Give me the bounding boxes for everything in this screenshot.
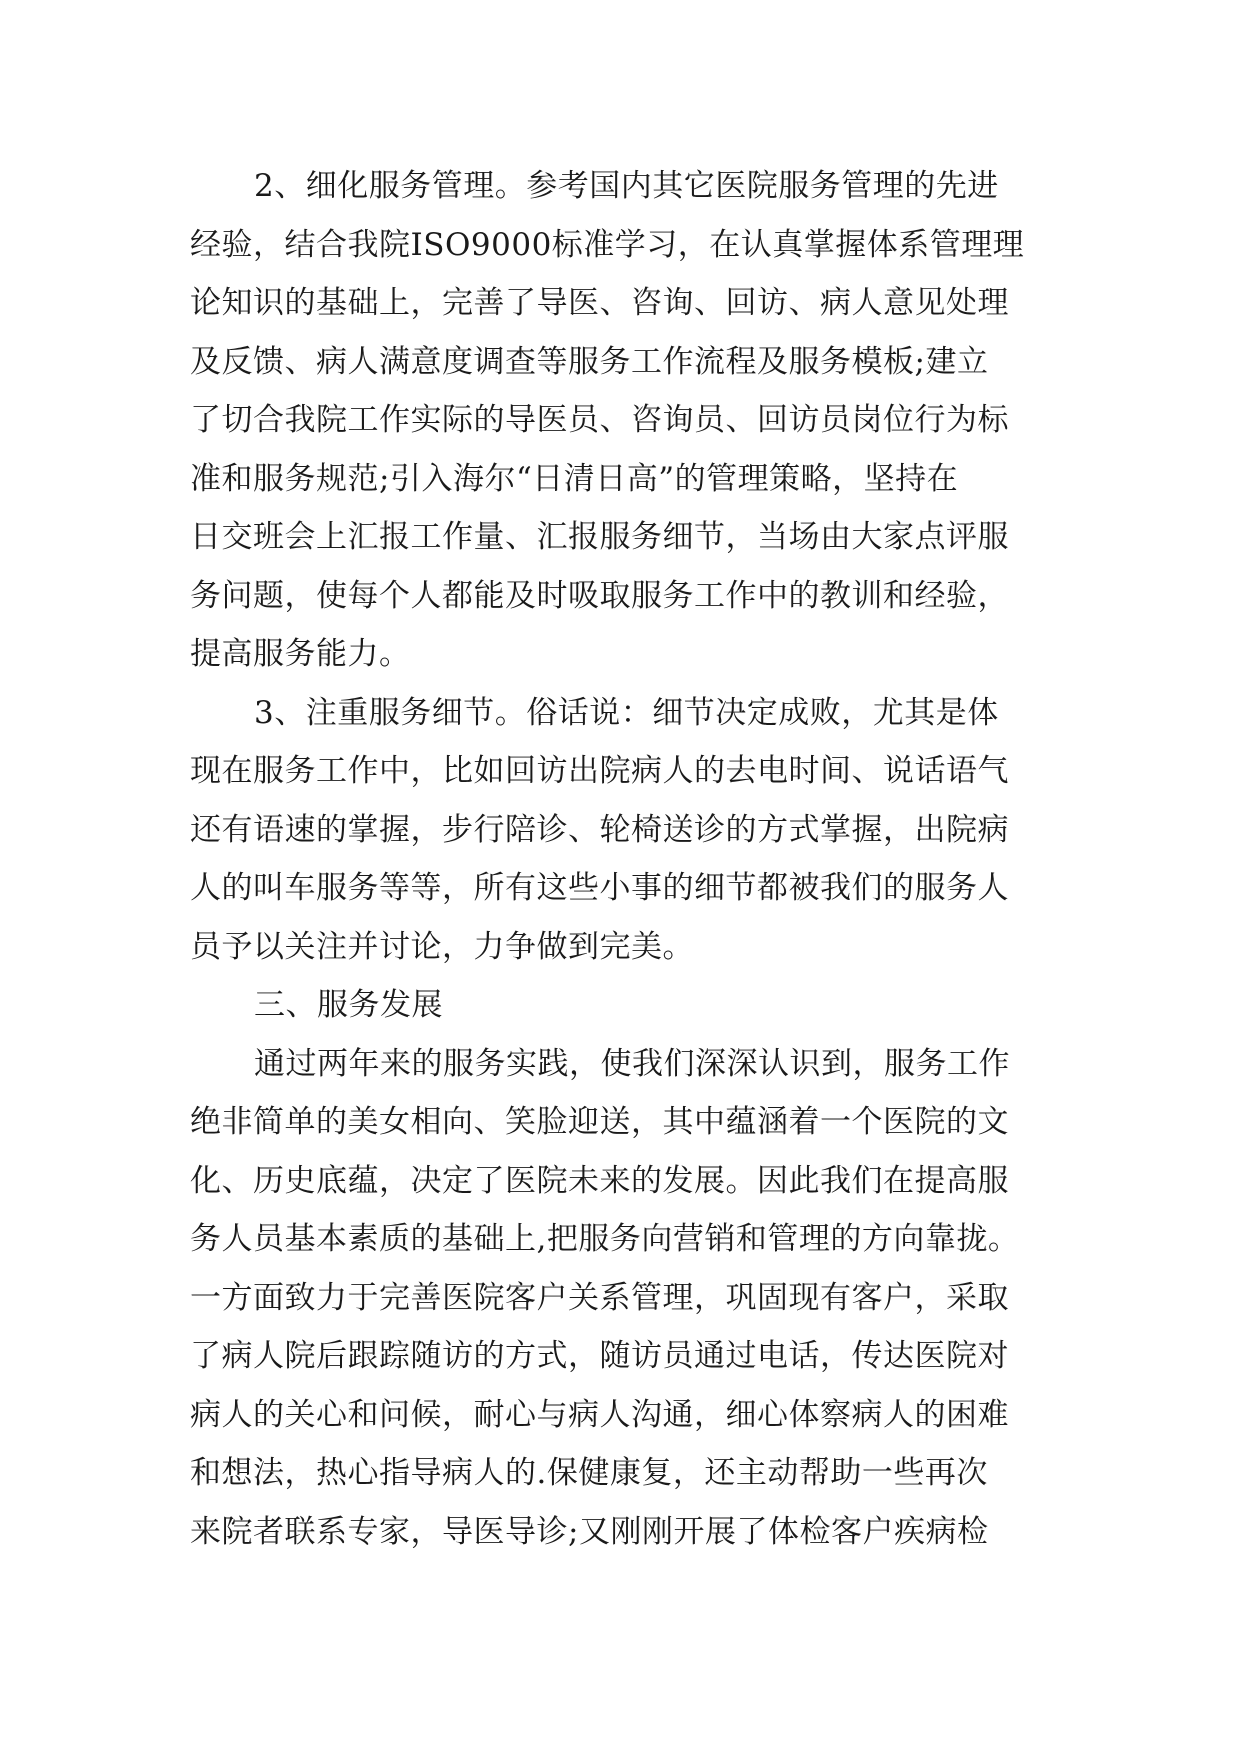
text-line: 通过两年来的服务实践，使我们深深认识到，服务工作 <box>254 1045 1010 1082</box>
text-line: 三、服务发展 <box>254 987 443 1023</box>
text-line: 了病人院后跟踪随访的方式，随访员通过电话，传达医院对 <box>190 1338 1009 1374</box>
text-line: 3、注重服务细节。俗话说：细节决定成败，尤其是体 <box>254 694 999 731</box>
text-line: 和想法，热心指导病人的.保健康复，还主动帮助一些再次 <box>190 1455 988 1491</box>
text-line: 化、历史底蕴，决定了医院未来的发展。因此我们在提高服 <box>190 1162 1009 1199</box>
text-line: 绝非简单的美女相向、笑脸迎送，其中蕴涵着一个医院的文 <box>190 1104 1009 1140</box>
text-line: 提高服务能力。 <box>190 636 411 672</box>
text-line: 经验，结合我院ISO9000标准学习，在认真掌握体系管理理 <box>190 226 1025 263</box>
text-line: 员予以关注并讨论，力争做到完美。 <box>190 928 694 965</box>
text-line: 人的叫车服务等等，所有这些小事的细节都被我们的服务人 <box>190 870 1009 906</box>
text-line: 来院者联系专家，导医导诊;又刚刚开展了体检客户疾病检 <box>190 1513 989 1550</box>
text-line: 现在服务工作中，比如回访出院病人的去电时间、说话语气 <box>190 753 1009 789</box>
text-line: 2、细化服务管理。参考国内其它医院服务管理的先进 <box>254 168 999 204</box>
text-line: 务人员基本素质的基础上,把服务向营销和管理的方向靠拢。 <box>190 1221 1020 1257</box>
text-line: 了切合我院工作实际的导医员、咨询员、回访员岗位行为标 <box>190 402 1009 438</box>
text-line: 病人的关心和问候，耐心与病人沟通，细心体察病人的困难 <box>190 1396 1009 1433</box>
text-line: 准和服务规范;引入海尔“日清日高”的管理策略，坚持在 <box>190 460 959 497</box>
text-line: 日交班会上汇报工作量、汇报服务细节，当场由大家点评服 <box>190 519 1009 555</box>
text-line: 务问题，使每个人都能及时吸取服务工作中的教训和经验， <box>190 577 1009 614</box>
text-line: 还有语速的掌握，步行陪诊、轮椅送诊的方式掌握，出院病 <box>190 811 1009 848</box>
text-line: 论知识的基础上，完善了导医、咨询、回访、病人意见处理 <box>190 285 1009 321</box>
text-line: 及反馈、病人满意度调查等服务工作流程及服务模板;建立 <box>190 343 989 380</box>
document-body <box>190 157 1070 1561</box>
text-line: 一方面致力于完善医院客户关系管理，巩固现有客户，采取 <box>190 1279 1009 1316</box>
